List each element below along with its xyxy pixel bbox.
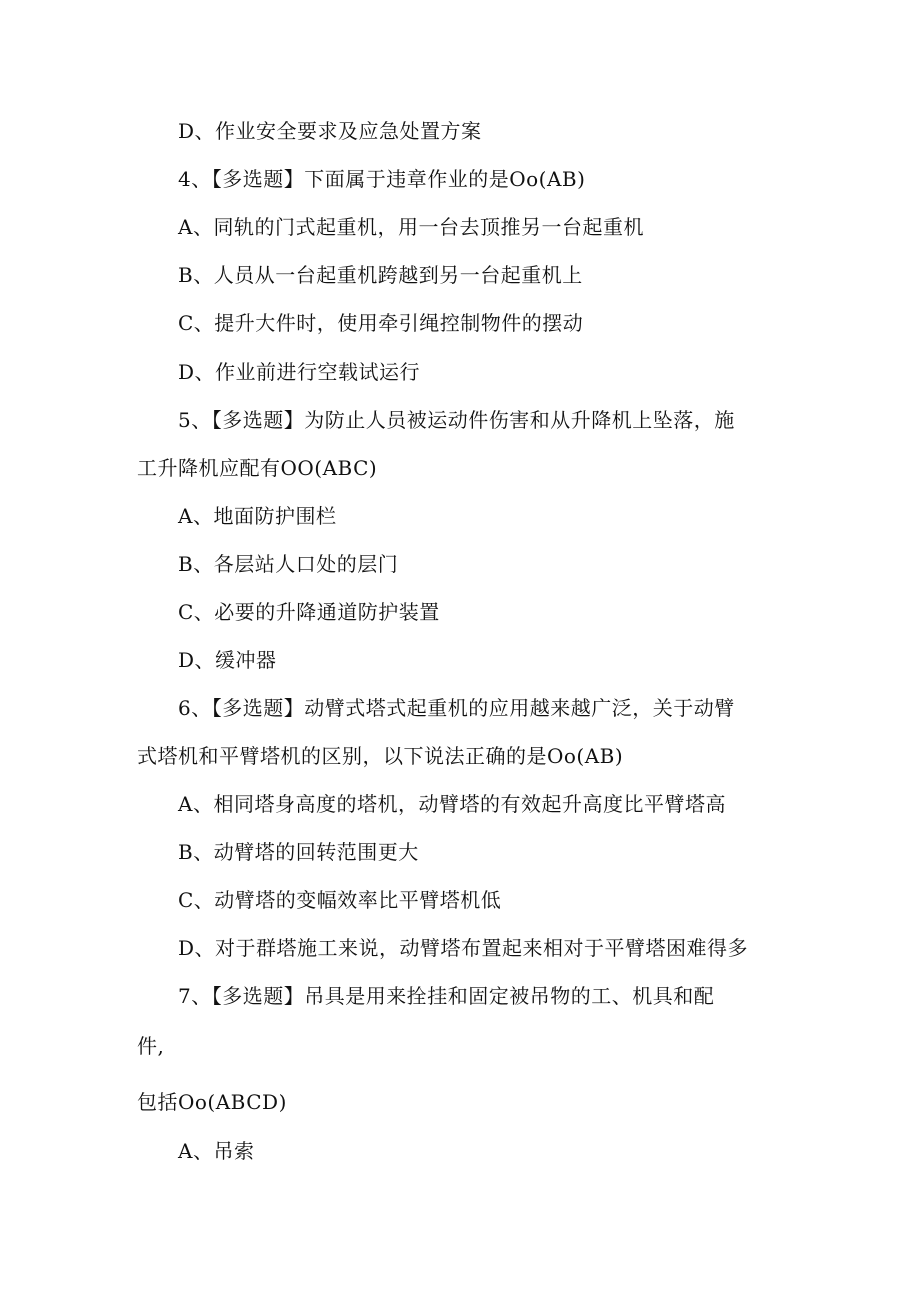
option-6d: D、对于群塔施工来说，动臂塔布置起来相对于平臂塔困难得多 (178, 936, 749, 960)
option-6b: B、动臂塔的回转范围更大 (178, 840, 419, 864)
question-4-stem: 4、【多选题】下面属于违章作业的是Oo(AB) (178, 167, 586, 191)
option-3d: D、作业安全要求及应急处置方案 (178, 119, 482, 143)
option-6c: C、动臂塔的变幅效率比平臂塔机低 (178, 888, 502, 912)
option-5b: B、各层站人口处的层门 (178, 552, 399, 576)
question-7-stem-cont: 件, (137, 1034, 165, 1058)
question-6-stem: 6、【多选题】动臂式塔式起重机的应用越来越广泛，关于动臂 (178, 696, 735, 720)
option-5d: D、缓冲器 (178, 648, 277, 672)
question-5-stem-cont: 工升降机应配有OO(ABC) (137, 456, 378, 480)
option-4b: B、人员从一台起重机跨越到另一台起重机上 (178, 263, 583, 287)
option-5c: C、必要的升降通道防护装置 (178, 600, 440, 624)
option-4c: C、提升大件时，使用牵引绳控制物件的摆动 (178, 311, 584, 335)
option-7a: A、吊索 (178, 1139, 255, 1163)
option-5a: A、地面防护围栏 (178, 504, 337, 528)
question-7-stem: 7、【多选题】吊具是用来拴挂和固定被吊物的工、机具和配 (178, 984, 715, 1008)
question-7-stem-answer: 包括Oo(ABCD) (137, 1090, 287, 1114)
question-5-stem: 5、【多选题】为防止人员被运动件伤害和从升降机上坠落，施 (178, 408, 735, 432)
option-4d: D、作业前进行空载试运行 (178, 360, 421, 384)
option-4a: A、同轨的门式起重机，用一台去顶推另一台起重机 (178, 215, 644, 239)
option-6a: A、相同塔身高度的塔机，动臂塔的有效起升高度比平臂塔高 (178, 792, 726, 816)
question-6-stem-cont: 式塔机和平臂塔机的区别，以下说法正确的是Oo(AB) (137, 744, 624, 768)
